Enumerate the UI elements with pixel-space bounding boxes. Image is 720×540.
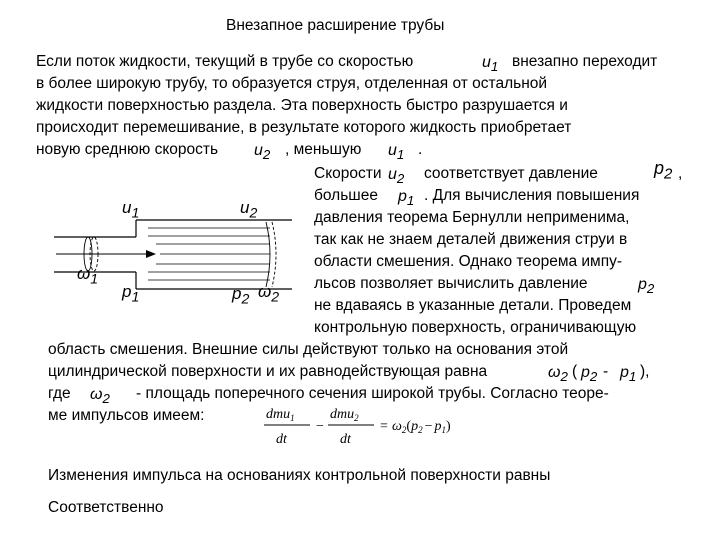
expr-lparen: ( [572,363,578,380]
para1-line5-mid: , меньшую [285,141,362,158]
flow-arrow [56,250,156,258]
page-title: Внезапное расширение трубы [226,17,445,34]
expr-p2: $p_2$ [581,364,598,385]
outlet-section [266,222,276,287]
para1-line5-start: новую среднюю скорость [36,141,219,158]
expr-p1: $p_1$ [620,364,637,385]
para1-line3: жидкости поверхностью раздела. Эта поверхность быстро разрушается и [36,97,568,114]
accordingly-line: Соответственно [48,499,164,516]
expr-rparen: ), [640,363,650,380]
frac1-den: dt [276,432,287,447]
formula-minus: − [316,419,324,434]
frac2-num: dmu$_2$ [330,407,359,423]
label-omega2: $\omega_2$ [258,282,280,306]
symbol-p2: $p_2$ [638,276,655,297]
momentum-equation [262,398,477,458]
expr-omega2: $\omega_2$ [548,364,568,385]
right-line4: так как не знаем деталей движения струи в [314,231,628,248]
formula-rhs: $\omega_2(p_2 - p_1)$ [392,419,451,435]
para3-line3-start: где [48,385,71,402]
symbol-u1: $u_1$ [482,54,499,75]
para1-line1-end: внезапно переходит [512,53,658,70]
label-p2: $p_2$ [232,284,250,308]
para1-line5-end: . [418,141,423,158]
para1-line1-start: Если поток жидкости, текущий в трубе со скоростью [36,53,414,70]
label-omega1: $\omega_1$ [77,264,99,288]
para1-line4: происходит перемешивание, в результате которого жидкость приобретает [36,119,572,136]
para3-line4: ме импульсов имеем: [48,407,205,424]
right-line1-start: Скорости [314,165,382,182]
symbol-u2: $u_2$ [254,142,271,163]
right-line6: льсов позволяет вычислить давление [314,275,588,292]
jet-streamlines [148,228,270,280]
para3-line2-start: цилиндрической поверхности и их равнодействующая равна [48,363,488,380]
frac1-num: dmu$_1$ [266,407,295,423]
right-line1-end: , [678,165,683,182]
right-line8: контрольную поверхность, ограничивающую [314,319,637,336]
para1-line2: в более широкую трубу, то образуется струя, отделенная от остальной [36,75,548,92]
right-line5: области смешения. Однако теорема импу- [314,253,623,270]
symbol-omega2: $\omega_2$ [90,386,110,407]
momentum-change-line: Изменения импульса на основаниях контрольной поверхности равны [48,467,551,484]
symbol-p1: $p_1$ [398,188,415,209]
right-line1-mid: соответствует давление [424,165,598,182]
symbol-p2: $p_2$ [654,158,673,183]
label-u2: $u_2$ [240,198,258,222]
label-u1: $u_1$ [122,198,140,222]
right-line3: давления теорема Бернулли неприменима, [314,209,630,226]
label-p1: $p_1$ [122,282,140,306]
expr-minus: - [603,363,609,380]
right-line2-start: большее [314,187,378,204]
right-line7: не вдаваясь в указанные детали. Проведем [314,297,632,314]
symbol-u1: $u_1$ [388,142,405,163]
para3-line3-end: - площадь поперечного сечения широкой трубы. Согласно теоре- [136,385,609,402]
para3-line1: область смешения. Внешние силы действуют только на основания этой [48,341,569,358]
symbol-u2: $u_2$ [388,166,405,187]
right-line2-end: . Для вычисления повышения [424,187,640,204]
frac2-den: dt [340,432,351,447]
formula-eq: = [380,419,388,434]
